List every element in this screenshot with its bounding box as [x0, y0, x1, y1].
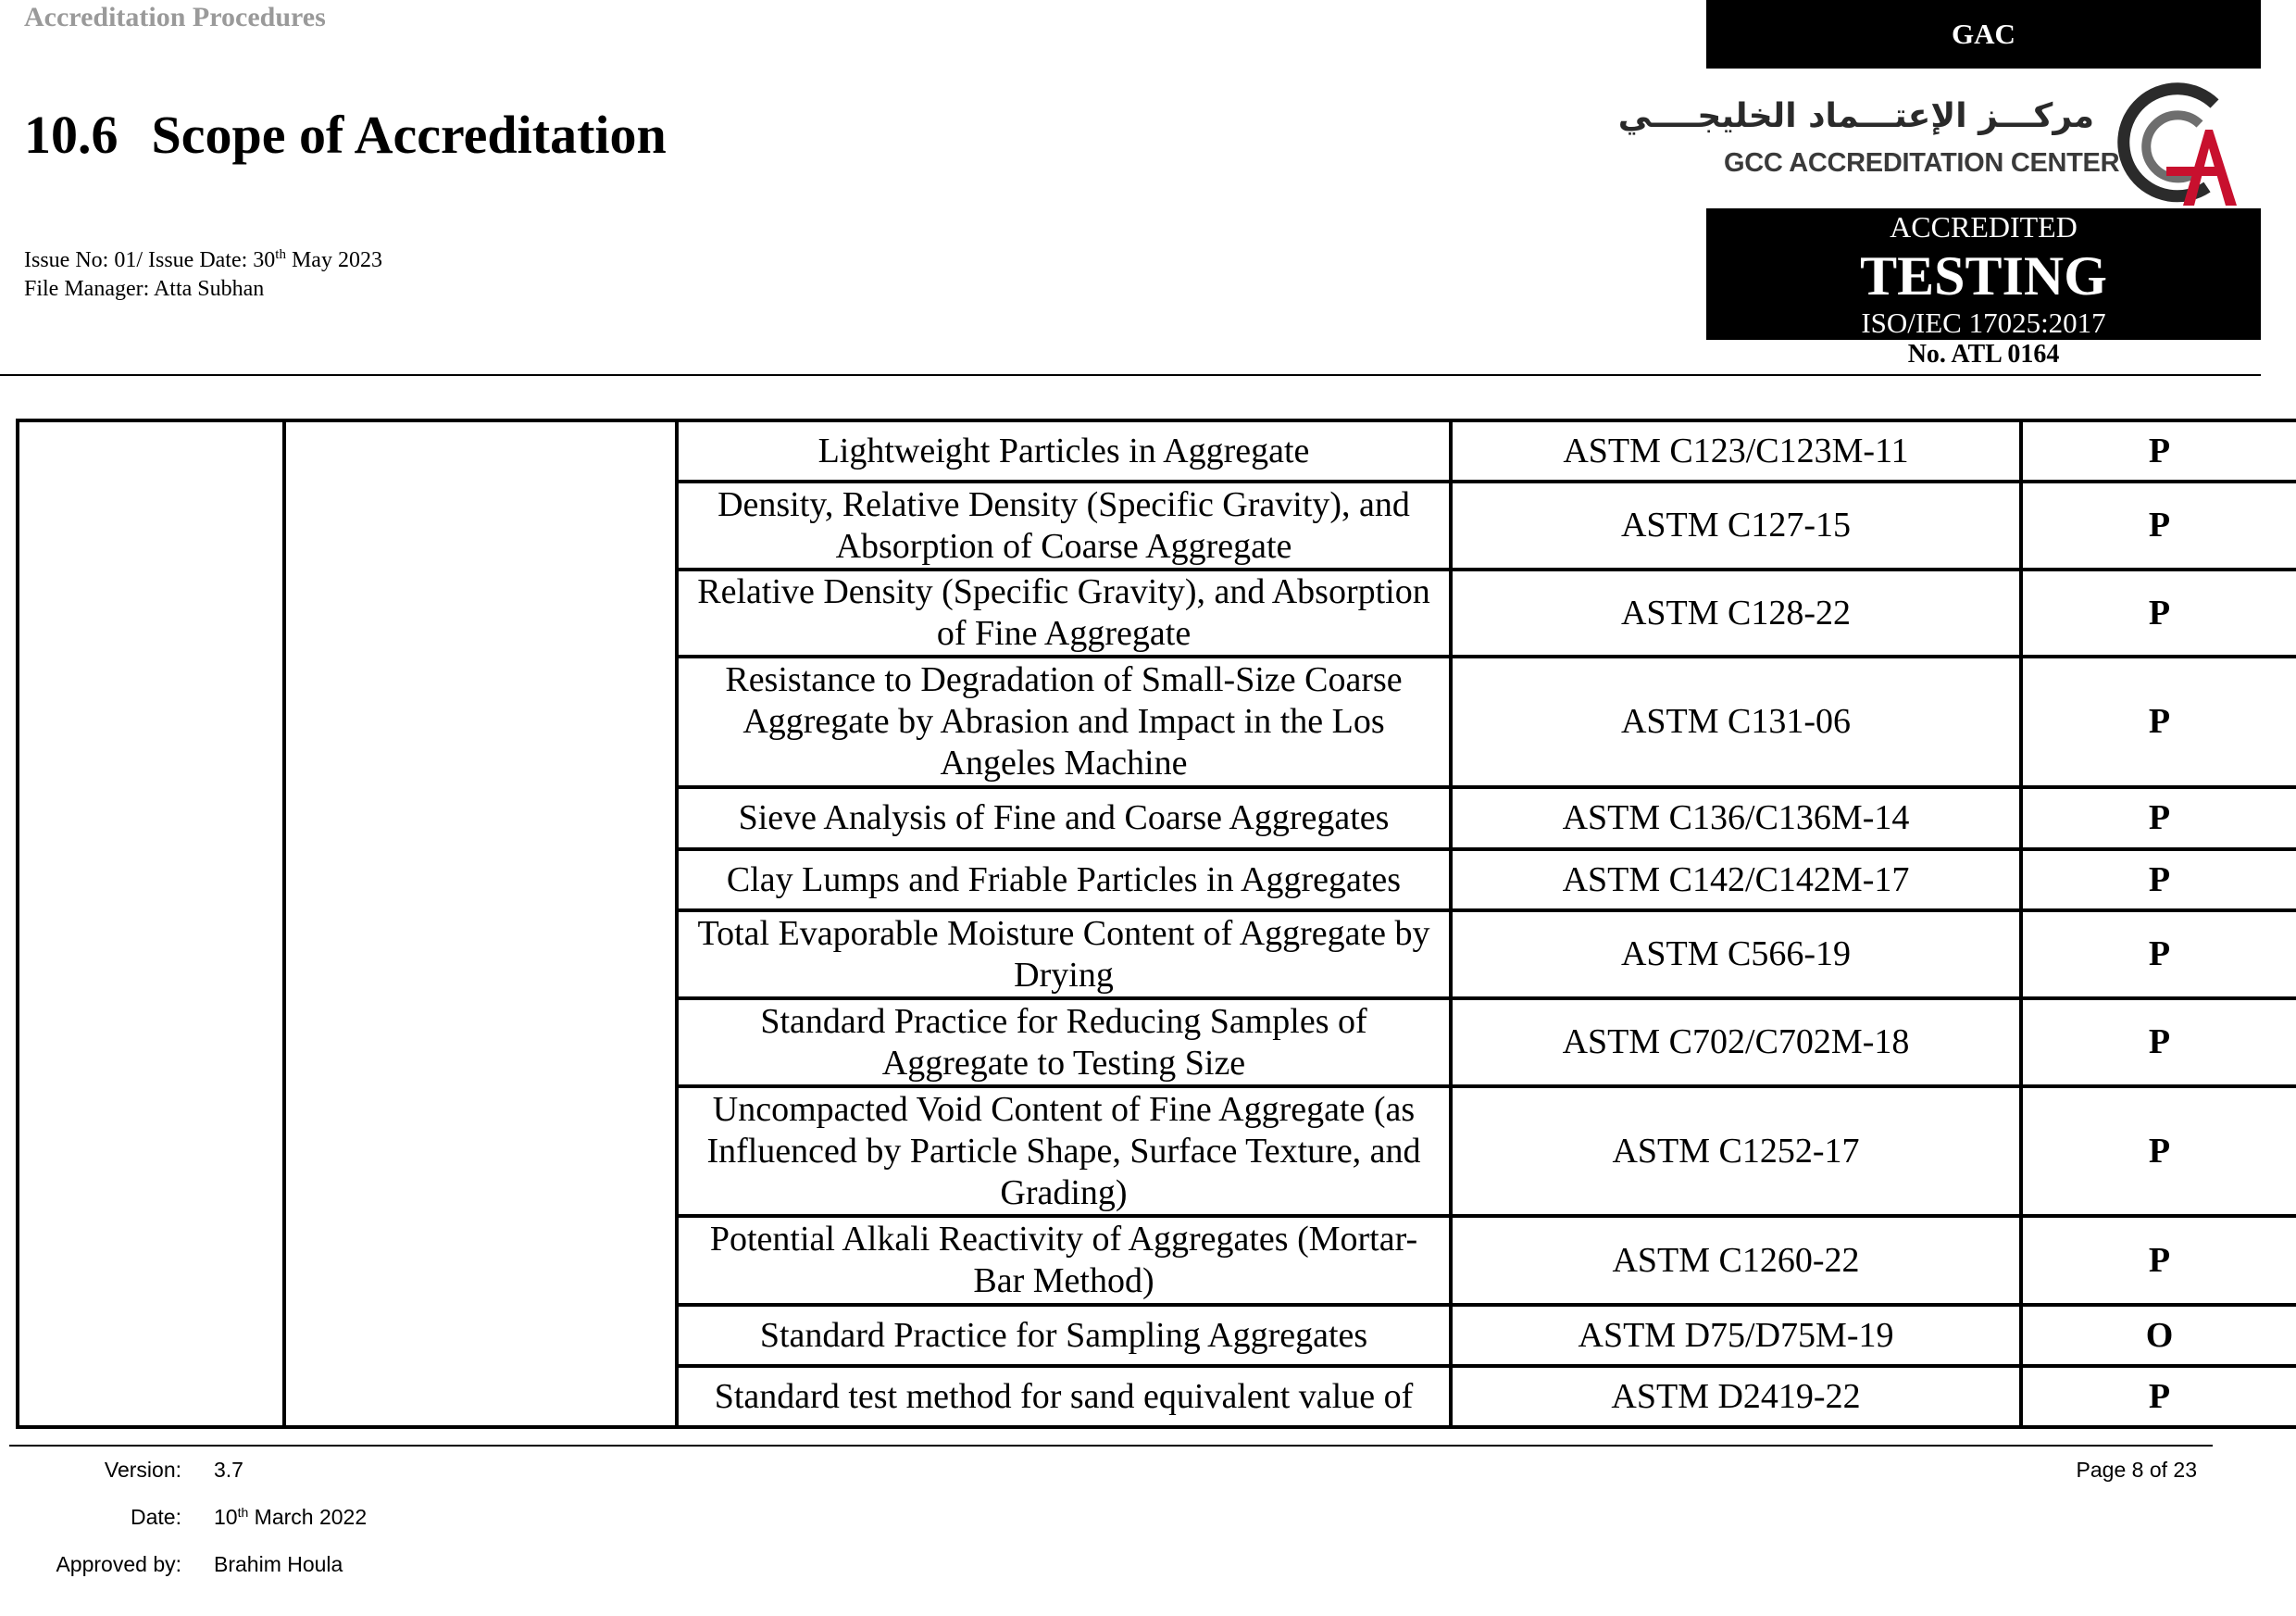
code-cell: P	[2021, 787, 2296, 849]
code-cell: P	[2021, 570, 2296, 657]
header-divider	[0, 374, 2261, 376]
issue-line	[24, 246, 382, 275]
test-name-cell: Density, Relative Density (Specific Gravity), and Absorption of Coarse Aggregate	[677, 482, 1451, 570]
test-name-cell: Standard test method for sand equivalent value of	[677, 1366, 1451, 1427]
file-manager: File Manager: Atta Subhan	[24, 277, 265, 301]
date-label: Date:	[131, 1505, 181, 1529]
logo-english-name: GCC ACCREDITATION CENTER	[1724, 148, 2120, 178]
date-prefix: 10	[214, 1505, 238, 1529]
approved-label: Approved by:	[56, 1552, 181, 1576]
gac-bar	[1706, 0, 2261, 69]
test-name-cell: Standard Practice for Reducing Samples of Aggregate to Testing Size	[677, 998, 1451, 1086]
code-cell: O	[2021, 1305, 2296, 1366]
issue-info	[24, 246, 382, 304]
method-cell: ASTM C123/C123M-11	[1451, 420, 2021, 482]
issue-prefix: Issue No: 01/ Issue Date: 30	[24, 248, 276, 272]
method-cell: ASTM C127-15	[1451, 482, 2021, 570]
method-cell: ASTM D75/D75M-19	[1451, 1305, 2021, 1366]
test-name-cell: Total Evaporable Moisture Content of Aggregate by Drying	[677, 910, 1451, 998]
date-suffix: March 2022	[248, 1505, 368, 1529]
method-cell: ASTM C128-22	[1451, 570, 2021, 657]
accreditation-number: No. ATL 0164	[1907, 340, 2060, 369]
code-cell: P	[2021, 420, 2296, 482]
date-sup: th	[237, 1505, 249, 1520]
code-cell: P	[2021, 1086, 2296, 1216]
footer-divider	[9, 1445, 2213, 1447]
code-cell: P	[2021, 657, 2296, 787]
gac-label: GAC	[1952, 18, 2015, 50]
issue-date-sup: th	[275, 247, 286, 262]
method-cell: ASTM C131-06	[1451, 657, 2021, 787]
method-cell: ASTM C136/C136M-14	[1451, 787, 2021, 849]
scope-table	[16, 419, 2296, 1429]
section-title	[24, 104, 667, 166]
method-cell: ASTM C1252-17	[1451, 1086, 2021, 1216]
issue-suffix: May 2023	[285, 248, 382, 272]
code-cell: P	[2021, 998, 2296, 1086]
test-name-cell: Lightweight Particles in Aggregate	[677, 420, 1451, 482]
version-label: Version:	[104, 1458, 181, 1482]
empty-cell-product	[284, 420, 677, 1427]
page-number: Page 8 of 23	[2076, 1458, 2197, 1482]
testing-label: TESTING	[1860, 245, 2107, 307]
iso-standard: ISO/IEC 17025:2017	[1861, 307, 2106, 339]
test-name-cell: Sieve Analysis of Fine and Coarse Aggregates	[677, 787, 1451, 849]
document-category: Accreditation Procedures	[24, 2, 326, 32]
version-value: 3.7	[214, 1458, 243, 1482]
test-name-cell: Resistance to Degradation of Small-Size Coarse Aggregate by Abrasion and Impact in the Los Angeles Machine	[677, 657, 1451, 787]
test-name-cell: Relative Density (Specific Gravity), and Absorption of Fine Aggregate	[677, 570, 1451, 657]
test-name-cell: Potential Alkali Reactivity of Aggregates (Mortar-Bar Method)	[677, 1216, 1451, 1305]
code-cell: P	[2021, 910, 2296, 998]
method-cell: ASTM C142/C142M-17	[1451, 849, 2021, 910]
accredited-label: ACCREDITED	[1890, 210, 2078, 244]
test-name-cell: Uncompacted Void Content of Fine Aggregate (as Influenced by Particle Shape, Surface Texture, and Grading)	[677, 1086, 1451, 1216]
method-cell: ASTM C702/C702M-18	[1451, 998, 2021, 1086]
logo-red-bar	[2166, 167, 2220, 176]
method-cell: ASTM C1260-22	[1451, 1216, 2021, 1305]
code-cell: P	[2021, 1216, 2296, 1305]
code-cell: P	[2021, 1366, 2296, 1427]
table-row	[18, 420, 2296, 482]
code-cell: P	[2021, 849, 2296, 910]
section-title-text: Scope of Accreditation	[151, 105, 667, 165]
empty-cell-field	[18, 420, 284, 1427]
gac-logo-icon	[2111, 78, 2240, 207]
section-number: 10.6	[24, 105, 119, 165]
date-value	[214, 1505, 367, 1530]
method-cell: ASTM C566-19	[1451, 910, 2021, 998]
accreditation-badge	[1706, 208, 2261, 340]
logo-arabic-name: مركـــز الإعتـــماد الخليجــــي	[1617, 97, 2094, 135]
code-cell: P	[2021, 482, 2296, 570]
approved-value: Brahim Houla	[214, 1552, 343, 1576]
test-name-cell: Clay Lumps and Friable Particles in Aggregates	[677, 849, 1451, 910]
method-cell: ASTM D2419-22	[1451, 1366, 2021, 1427]
test-name-cell: Standard Practice for Sampling Aggregates	[677, 1305, 1451, 1366]
